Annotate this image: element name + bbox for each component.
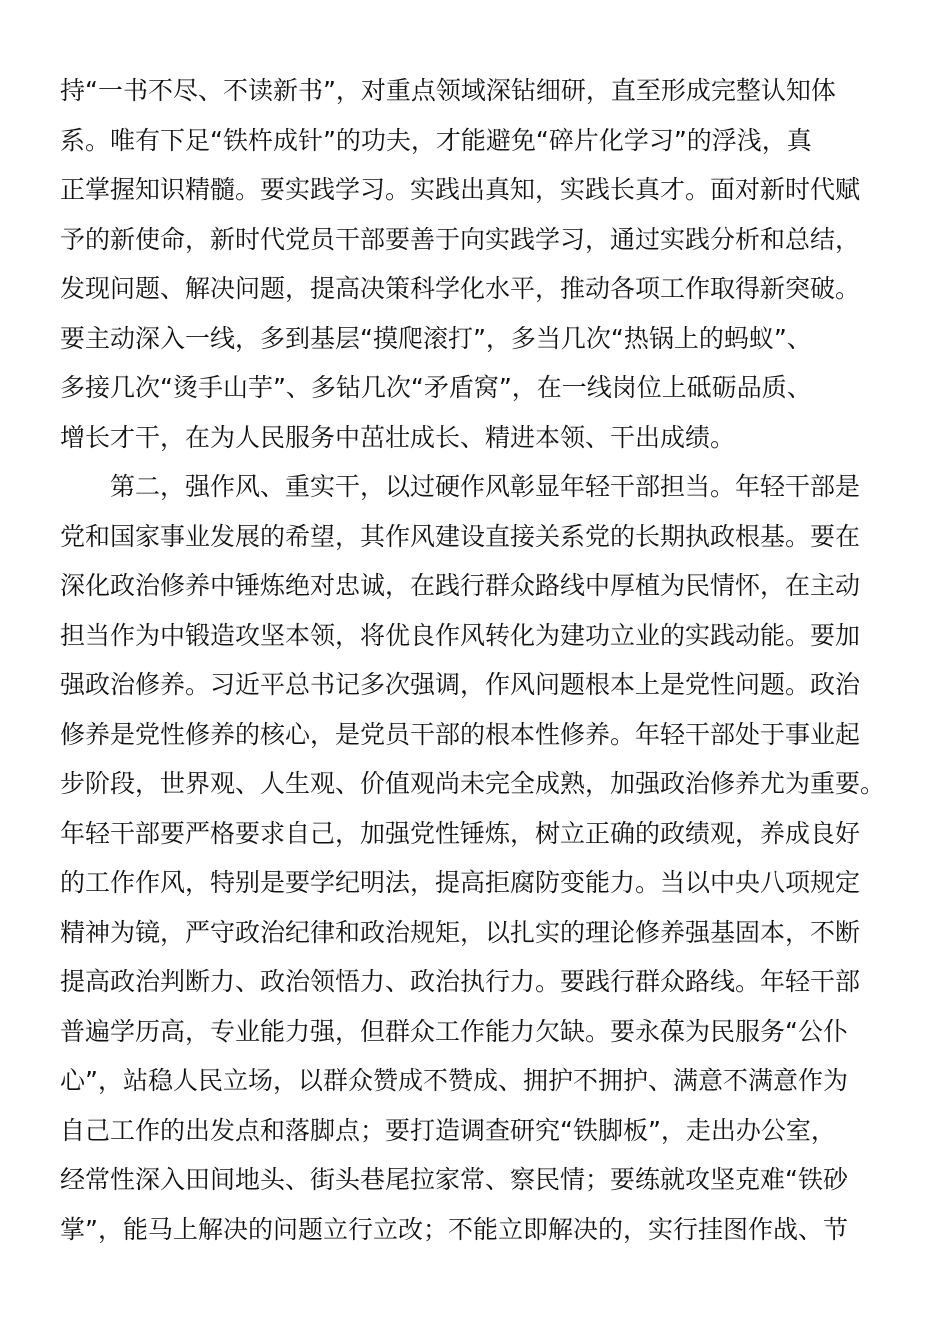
text-line: 掌”，能马上解决的问题立行立改；不能立即解决的，实行挂图作战、节 bbox=[60, 1214, 848, 1244]
body-text bbox=[60, 66, 890, 1254]
text-line: 要主动深入一线，多到基层“摸爬滚打”，多当几次“热锅上的蚂蚁”、 bbox=[60, 323, 812, 353]
text-line: 普遍学历高，专业能力强，但群众工作能力欠缺。要永葆为民服务“公仆 bbox=[60, 1016, 848, 1046]
text-line: 多接几次“烫手山芋”、多钻几次“矛盾窝”，在一线岗位上砥砺品质、 bbox=[60, 373, 812, 402]
text-line: 提高政治判断力、政治领悟力、政治执行力。要践行群众路线。年轻干部 bbox=[60, 967, 861, 996]
text-line: 担当作为中锻造攻坚本领，将优良作风转化为建功立业的实践动能。要加 bbox=[60, 620, 861, 650]
text-line: 深化政治修养中锤炼绝对忠诚，在践行群众路线中厚植为民情怀，在主动 bbox=[60, 571, 861, 600]
text-line: 精神为镜，严守政治纪律和政治规矩，以扎实的理论修养强基固本，不断 bbox=[60, 917, 861, 947]
text-line: 年轻干部要严格要求自己，加强党性锤炼，树立正确的政绩观，养成良好 bbox=[60, 818, 861, 848]
text-line: 系。唯有下足“铁杵成针”的功夫，才能避免“碎片化学习”的浮浅，真 bbox=[60, 125, 812, 155]
text-line: 修养是党性修养的核心，是党员干部的根本性修养。年轻干部处于事业起 bbox=[60, 719, 861, 749]
text-line: 正掌握知识精髓。要实践学习。实践出真知，实践长真才。面对新时代赋 bbox=[60, 175, 861, 204]
text-line: 予的新使命，新时代党员干部要善于向实践学习，通过实践分析和总结， bbox=[60, 224, 861, 254]
text-line: 步阶段，世界观、人生观、价值观尚未完全成熟，加强政治修养尤为重要。 bbox=[60, 769, 886, 798]
text-line: 经常性深入田间地头、街头巷尾拉家常、察民情；要练就攻坚克难“铁砂 bbox=[60, 1165, 848, 1194]
text-line: 心”，站稳人民立场，以群众赞成不赞成、拥护不拥护、满意不满意作为 bbox=[60, 1066, 848, 1095]
text-line: 的工作作风，特别是要学纪明法，提高拒腐防变能力。当以中央八项规定 bbox=[60, 868, 861, 897]
text-line: 强政治修养。习近平总书记多次强调，作风问题根本上是党性问题。政治 bbox=[60, 670, 861, 699]
text-line: 发现问题、解决问题，提高决策科学化水平，推动各项工作取得新突破。 bbox=[60, 274, 861, 303]
text-line: 增长才干，在为人民服务中茁壮成长、精进本领、干出成绩。 bbox=[60, 422, 736, 452]
text-line: 自己工作的出发点和落脚点；要打造调查研究“铁脚板”，走出办公室， bbox=[60, 1115, 836, 1145]
section-two-first-line: 第二，强作风、重实干，以过硬作风彰显年轻干部担当。年轻干部是 bbox=[110, 472, 861, 501]
text-line: 持“一书不尽、不读新书”，对重点领域深钻细研，直至形成完整认知体 bbox=[60, 76, 836, 105]
text-line: 党和国家事业发展的希望，其作风建设直接关系党的长期执政根基。要在 bbox=[60, 521, 861, 551]
